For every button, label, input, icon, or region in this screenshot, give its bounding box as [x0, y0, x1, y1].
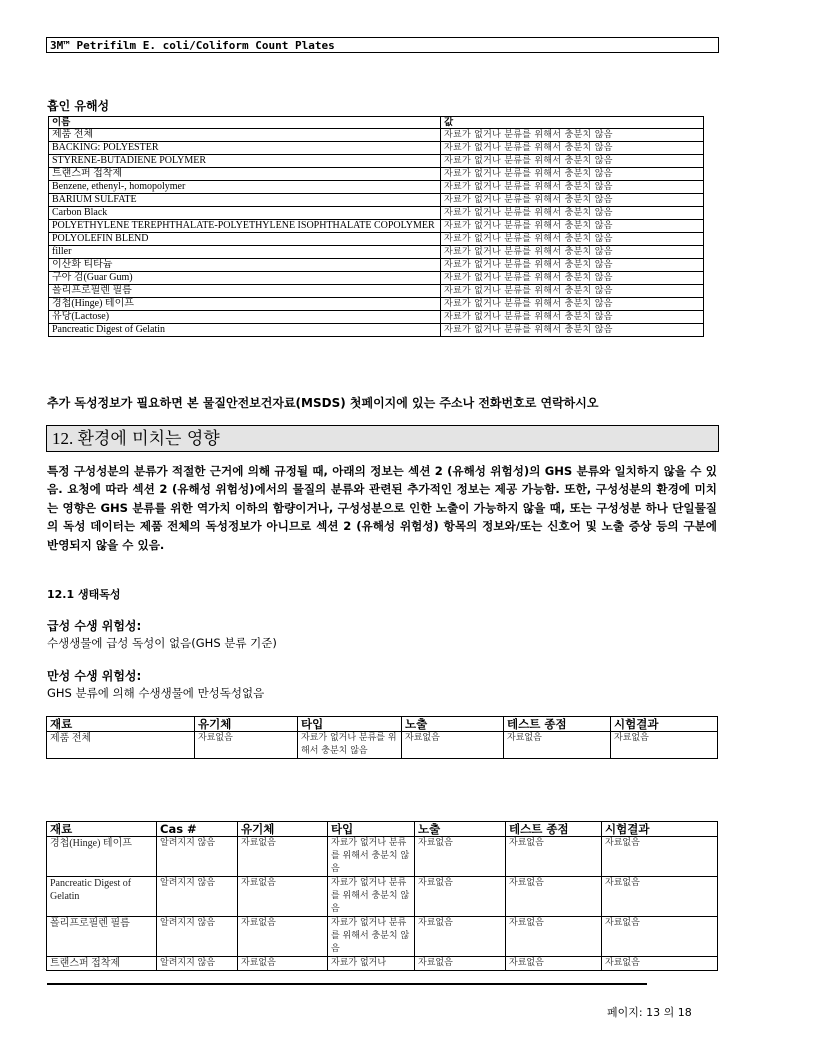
section-12-paragraph: 특정 구성성분의 분류가 적절한 근거에 의해 규정될 때, 아래의 정보는 섹션 2 (유해성 위험성)의 GHS 분류와 일치하지 않을 수 있음. 요청에 따라 섹션 2 (유해성 위험성)에서의 물질의 분류와 관련된 추가적인 정보는 제공 가능함. 또한, 구성성분의 환경에 미치는 영향은 GHS 분류를 위한 역가치 이하의 함량이거나, 구성성분으로 인한 노출이 가능하지 않을 때, 또는 구성성분 하나 단일물질의 독성 데이터는 제품 전체의 독성정보가 아니므로 섹션 2 (유해성 위험성) 항목의 정보와/또는 신호어 및 노출 증상 등의 구분에 반영되지 않을 수 있음. [47, 464, 717, 552]
table-row [47, 732, 718, 759]
contact-note: 추가 독성정보가 필요하면 본 물질안전보건자료(MSDS) 첫페이지에 있는 주소나 전화번호로 연락하시오 [47, 396, 599, 410]
column-header: 시험결과 [602, 822, 718, 837]
table-header-row [49, 117, 704, 129]
footer-divider [47, 983, 647, 985]
hazard-value: 자료가 없거나 분류를 위해서 충분치 않음 [441, 324, 704, 337]
table-row [49, 233, 704, 246]
table-cell: 자료없음 [506, 917, 602, 957]
table-cell: 자료없음 [238, 837, 328, 877]
table-row [49, 207, 704, 220]
material-name: 구아 검(Guar Gum) [49, 272, 441, 285]
table-row [49, 142, 704, 155]
column-header: 재료 [47, 717, 195, 732]
table-cell: 자료가 없거나 분류를 위해서 충분치 않음 [328, 837, 415, 877]
table-row [49, 324, 704, 337]
material-name: 제품 전체 [49, 129, 441, 142]
inhalation-heading: 흡인 유해성 [47, 99, 110, 113]
table-row [49, 298, 704, 311]
section-number: 12. [52, 429, 74, 448]
column-header: 타입 [328, 822, 415, 837]
table-cell: 자료없음 [415, 877, 506, 917]
table-row [49, 155, 704, 168]
material-name: Benzene, ethenyl-, homopolymer [49, 181, 441, 194]
hazard-value: 자료가 없거나 분류를 위해서 충분치 않음 [441, 168, 704, 181]
table-row [49, 246, 704, 259]
table-cell: 자료없음 [602, 957, 718, 971]
table-row [49, 285, 704, 298]
table-cell: 경첩(Hinge) 테이프 [47, 837, 157, 877]
material-name: 이산화 티타늄 [49, 259, 441, 272]
acute-hazard-label: 급성 수생 위험성: [47, 619, 142, 633]
table-header-row [47, 717, 718, 732]
table-row [49, 129, 704, 142]
table-cell: 알려지지 않음 [157, 837, 238, 877]
document-header: 3M™ Petrifilm E. coli/Coliform Count Plates [46, 37, 719, 53]
table-cell: 자료없음 [238, 877, 328, 917]
material-name: 트랜스퍼 접착제 [49, 168, 441, 181]
material-name: BARIUM SULFATE [49, 194, 441, 207]
table-cell: 폴리프로필렌 필름 [47, 917, 157, 957]
column-header: 테스트 종점 [504, 717, 611, 732]
table-cell: 자료가 없거나 분류를 위해서 충분치 않음 [328, 917, 415, 957]
table-cell: 자료없음 [504, 732, 611, 759]
table-cell: 자료가 없거나 분류를 위해서 충분치 않음 [328, 877, 415, 917]
acute-hazard-text: 수생생물에 급성 독성이 없음(GHS 분류 기준) [47, 636, 277, 650]
ecotoxicity-table-product [46, 716, 718, 759]
table-cell: 자료없음 [506, 957, 602, 971]
material-name: 경첩(Hinge) 테이프 [49, 298, 441, 311]
table-row [47, 957, 718, 971]
material-name: 유당(Lactose) [49, 311, 441, 324]
section-12-heading [46, 425, 719, 452]
hazard-value: 자료가 없거나 분류를 위해서 충분치 않음 [441, 259, 704, 272]
table-cell: 자료가 없거나 분류를 위해서 충분치 않음 [298, 732, 402, 759]
column-header: 재료 [47, 822, 157, 837]
material-name: 폴리프로필렌 필름 [49, 285, 441, 298]
table-row [49, 311, 704, 324]
hazard-value: 자료가 없거나 분류를 위해서 충분치 않음 [441, 272, 704, 285]
table-cell: 알려지지 않음 [157, 957, 238, 971]
material-name: Pancreatic Digest of Gelatin [49, 324, 441, 337]
material-name: filler [49, 246, 441, 259]
table-cell: 자료없음 [415, 917, 506, 957]
table-cell: 알려지지 않음 [157, 917, 238, 957]
table-cell: 자료없음 [415, 837, 506, 877]
table-header-row [47, 822, 718, 837]
column-header: 타입 [298, 717, 402, 732]
table-cell: Pancreatic Digest of Gelatin [47, 877, 157, 917]
table-cell: 자료없음 [506, 837, 602, 877]
column-header-value: 값 [441, 117, 704, 129]
column-header: 테스트 종점 [506, 822, 602, 837]
hazard-value: 자료가 없거나 분류를 위해서 충분치 않음 [441, 246, 704, 259]
section-title: 환경에 미치는 영향 [77, 429, 220, 449]
column-header: 시험결과 [611, 717, 718, 732]
table-cell: 자료없음 [602, 877, 718, 917]
hazard-value: 자료가 없거나 분류를 위해서 충분치 않음 [441, 298, 704, 311]
ecotoxicity-table-components-body [47, 837, 718, 971]
chronic-hazard-text: GHS 분류에 의해 수생생물에 만성독성없음 [47, 686, 265, 700]
material-name: Carbon Black [49, 207, 441, 220]
hazard-value: 자료가 없거나 분류를 위해서 충분치 않음 [441, 129, 704, 142]
hazard-value: 자료가 없거나 분류를 위해서 충분치 않음 [441, 207, 704, 220]
table-cell: 자료없음 [602, 917, 718, 957]
material-name: BACKING: POLYESTER [49, 142, 441, 155]
table-row [49, 181, 704, 194]
ecotoxicity-subheading: 12.1 생태독성 [47, 588, 121, 601]
hazard-value: 자료가 없거나 분류를 위해서 충분치 않음 [441, 194, 704, 207]
table-row [47, 917, 718, 957]
table-cell: 제품 전체 [47, 732, 195, 759]
hazard-value: 자료가 없거나 분류를 위해서 충분치 않음 [441, 142, 704, 155]
column-header: 노출 [415, 822, 506, 837]
inhalation-table [48, 116, 704, 337]
hazard-value: 자료가 없거나 분류를 위해서 충분치 않음 [441, 233, 704, 246]
table-row [49, 259, 704, 272]
column-header: 노출 [402, 717, 504, 732]
material-name: POLYETHYLENE TEREPHTHALATE-POLYETHYLENE ISOPHTHALATE COPOLYMER [49, 220, 441, 233]
table-cell: 자료가 없거나 [328, 957, 415, 971]
table-cell: 자료없음 [602, 837, 718, 877]
column-header: Cas # [157, 822, 238, 837]
table-row [47, 837, 718, 877]
table-cell: 트랜스퍼 접착제 [47, 957, 157, 971]
table-cell: 자료없음 [238, 957, 328, 971]
ecotoxicity-table-product-body [47, 732, 718, 759]
table-cell: 자료없음 [415, 957, 506, 971]
column-header: 유기체 [238, 822, 328, 837]
column-header-name: 이름 [49, 117, 441, 129]
material-name: POLYOLEFIN BLEND [49, 233, 441, 246]
table-row [49, 194, 704, 207]
table-cell: 자료없음 [611, 732, 718, 759]
page-number: 페이지: 13 의 18 [607, 1006, 692, 1019]
ecotoxicity-table-components [46, 821, 718, 971]
table-cell: 자료없음 [238, 917, 328, 957]
table-cell: 자료없음 [402, 732, 504, 759]
table-cell: 자료없음 [506, 877, 602, 917]
table-row [47, 877, 718, 917]
chronic-hazard-label: 만성 수생 위험성: [47, 669, 142, 683]
table-row [49, 168, 704, 181]
table-cell: 알려지지 않음 [157, 877, 238, 917]
column-header: 유기체 [195, 717, 298, 732]
table-row [49, 220, 704, 233]
material-name: STYRENE-BUTADIENE POLYMER [49, 155, 441, 168]
table-row [49, 272, 704, 285]
hazard-value: 자료가 없거나 분류를 위해서 충분치 않음 [441, 155, 704, 168]
table-cell: 자료없음 [195, 732, 298, 759]
hazard-value: 자료가 없거나 분류를 위해서 충분치 않음 [441, 181, 704, 194]
hazard-value: 자료가 없거나 분류를 위해서 충분치 않음 [441, 220, 704, 233]
hazard-value: 자료가 없거나 분류를 위해서 충분치 않음 [441, 285, 704, 298]
inhalation-table-body [49, 129, 704, 337]
hazard-value: 자료가 없거나 분류를 위해서 충분치 않음 [441, 311, 704, 324]
